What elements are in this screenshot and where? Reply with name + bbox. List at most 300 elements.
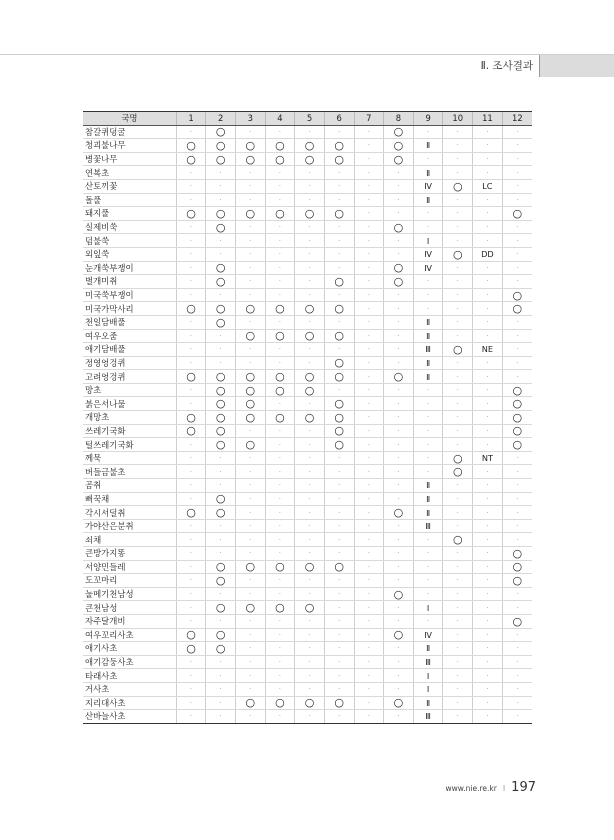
- table-header-row: [83, 112, 532, 126]
- empty-cell: ·: [473, 533, 503, 547]
- species-name: 버들금불초: [83, 465, 176, 479]
- presence-mark: ○: [265, 560, 295, 574]
- presence-mark: ○: [176, 302, 206, 316]
- empty-cell: ·: [295, 533, 325, 547]
- empty-cell: ·: [265, 220, 295, 234]
- empty-cell: ·: [384, 574, 414, 588]
- empty-cell: ·: [502, 275, 532, 289]
- empty-cell: ·: [473, 547, 503, 561]
- table-row: [83, 329, 532, 343]
- empty-cell: ·: [443, 166, 473, 180]
- column-header-5: 5: [295, 112, 325, 126]
- species-name: 청괴불나무: [83, 139, 176, 153]
- empty-cell: ·: [324, 479, 354, 493]
- empty-cell: ·: [384, 479, 414, 493]
- empty-cell: ·: [443, 438, 473, 452]
- empty-cell: ·: [324, 125, 354, 139]
- presence-mark: ○: [176, 411, 206, 425]
- empty-cell: ·: [235, 574, 265, 588]
- empty-cell: ·: [324, 193, 354, 207]
- table-row: [83, 506, 532, 520]
- empty-cell: ·: [384, 642, 414, 656]
- table-row: [83, 424, 532, 438]
- empty-cell: ·: [295, 438, 325, 452]
- empty-cell: ·: [354, 696, 384, 710]
- empty-cell: ·: [443, 560, 473, 574]
- empty-cell: ·: [206, 696, 236, 710]
- empty-cell: ·: [384, 519, 414, 533]
- empty-cell: ·: [354, 302, 384, 316]
- empty-cell: ·: [324, 343, 354, 357]
- empty-cell: ·: [324, 642, 354, 656]
- value-cell: Ⅰ: [413, 682, 443, 696]
- column-header-10: 10: [443, 112, 473, 126]
- table-row: [83, 560, 532, 574]
- table-row: [83, 152, 532, 166]
- presence-mark: ○: [235, 560, 265, 574]
- species-name: 개망초: [83, 411, 176, 425]
- presence-mark: ○: [206, 574, 236, 588]
- empty-cell: ·: [354, 710, 384, 724]
- empty-cell: ·: [473, 519, 503, 533]
- presence-mark: ○: [384, 139, 414, 153]
- empty-cell: ·: [235, 275, 265, 289]
- empty-cell: ·: [384, 424, 414, 438]
- empty-cell: ·: [295, 179, 325, 193]
- species-name: 여우오줌: [83, 329, 176, 343]
- presence-mark: ○: [265, 329, 295, 343]
- empty-cell: ·: [265, 424, 295, 438]
- presence-mark: ○: [206, 397, 236, 411]
- empty-cell: ·: [324, 247, 354, 261]
- species-name: 가야산은분취: [83, 519, 176, 533]
- empty-cell: ·: [176, 166, 206, 180]
- empty-cell: ·: [265, 479, 295, 493]
- empty-cell: ·: [443, 275, 473, 289]
- empty-cell: ·: [384, 451, 414, 465]
- empty-cell: ·: [502, 492, 532, 506]
- empty-cell: ·: [413, 465, 443, 479]
- value-cell: Ⅱ: [413, 315, 443, 329]
- empty-cell: ·: [354, 492, 384, 506]
- footer-separator: I: [502, 784, 506, 793]
- empty-cell: ·: [354, 166, 384, 180]
- empty-cell: ·: [473, 302, 503, 316]
- empty-cell: ·: [443, 315, 473, 329]
- species-name: 타래사초: [83, 669, 176, 683]
- empty-cell: ·: [384, 288, 414, 302]
- value-cell: NT: [473, 451, 503, 465]
- table-row: [83, 587, 532, 601]
- empty-cell: ·: [235, 614, 265, 628]
- empty-cell: ·: [295, 125, 325, 139]
- empty-cell: ·: [206, 356, 236, 370]
- presence-mark: ○: [206, 261, 236, 275]
- species-name: 참갈퀴덩굴: [83, 125, 176, 139]
- empty-cell: ·: [295, 587, 325, 601]
- empty-cell: ·: [324, 628, 354, 642]
- presence-mark: ○: [206, 383, 236, 397]
- empty-cell: ·: [354, 465, 384, 479]
- presence-mark: ○: [235, 139, 265, 153]
- empty-cell: ·: [502, 139, 532, 153]
- empty-cell: ·: [295, 642, 325, 656]
- empty-cell: ·: [384, 560, 414, 574]
- empty-cell: ·: [473, 193, 503, 207]
- empty-cell: ·: [176, 655, 206, 669]
- presence-mark: ○: [384, 628, 414, 642]
- presence-mark: ○: [265, 152, 295, 166]
- empty-cell: ·: [413, 220, 443, 234]
- empty-cell: ·: [324, 220, 354, 234]
- presence-mark: ○: [176, 152, 206, 166]
- presence-mark: ○: [324, 696, 354, 710]
- section-header: [481, 55, 614, 77]
- species-name: 덤불쑥: [83, 234, 176, 248]
- empty-cell: ·: [265, 356, 295, 370]
- empty-cell: ·: [443, 152, 473, 166]
- column-header-1: 1: [176, 112, 206, 126]
- empty-cell: ·: [176, 343, 206, 357]
- empty-cell: ·: [443, 411, 473, 425]
- column-header-12: 12: [502, 112, 532, 126]
- empty-cell: ·: [295, 710, 325, 724]
- empty-cell: ·: [413, 275, 443, 289]
- empty-cell: ·: [502, 451, 532, 465]
- presence-mark: ○: [235, 329, 265, 343]
- empty-cell: ·: [502, 696, 532, 710]
- empty-cell: ·: [502, 166, 532, 180]
- value-cell: Ⅰ: [413, 601, 443, 615]
- value-cell: Ⅱ: [413, 492, 443, 506]
- presence-mark: ○: [206, 560, 236, 574]
- empty-cell: ·: [324, 655, 354, 669]
- footer-url: www.nie.re.kr: [445, 784, 497, 793]
- table-row: [83, 601, 532, 615]
- empty-cell: ·: [206, 682, 236, 696]
- presence-mark: ○: [295, 152, 325, 166]
- empty-cell: ·: [443, 614, 473, 628]
- empty-cell: ·: [235, 356, 265, 370]
- empty-cell: ·: [384, 397, 414, 411]
- empty-cell: ·: [206, 710, 236, 724]
- table-row: [83, 343, 532, 357]
- presence-mark: ○: [502, 383, 532, 397]
- presence-mark: ○: [324, 397, 354, 411]
- value-cell: Ⅳ: [413, 247, 443, 261]
- presence-mark: ○: [235, 370, 265, 384]
- empty-cell: ·: [413, 207, 443, 221]
- presence-mark: ○: [295, 207, 325, 221]
- empty-cell: ·: [354, 519, 384, 533]
- presence-mark: ○: [295, 383, 325, 397]
- empty-cell: ·: [235, 315, 265, 329]
- empty-cell: ·: [473, 479, 503, 493]
- empty-cell: ·: [265, 166, 295, 180]
- empty-cell: ·: [473, 682, 503, 696]
- empty-cell: ·: [354, 506, 384, 520]
- column-header-4: 4: [265, 112, 295, 126]
- value-cell: Ⅱ: [413, 139, 443, 153]
- table-row: [83, 302, 532, 316]
- empty-cell: ·: [354, 479, 384, 493]
- empty-cell: ·: [235, 465, 265, 479]
- empty-cell: ·: [413, 125, 443, 139]
- empty-cell: ·: [324, 601, 354, 615]
- empty-cell: ·: [206, 587, 236, 601]
- empty-cell: ·: [235, 492, 265, 506]
- empty-cell: ·: [443, 397, 473, 411]
- species-name: 벌개미취: [83, 275, 176, 289]
- empty-cell: ·: [443, 506, 473, 520]
- empty-cell: ·: [295, 424, 325, 438]
- empty-cell: ·: [295, 315, 325, 329]
- presence-mark: ○: [206, 302, 236, 316]
- empty-cell: ·: [206, 329, 236, 343]
- empty-cell: ·: [384, 655, 414, 669]
- empty-cell: ·: [473, 261, 503, 275]
- presence-mark: ○: [176, 642, 206, 656]
- presence-mark: ○: [176, 207, 206, 221]
- empty-cell: ·: [443, 655, 473, 669]
- species-name: 큰방가지똥: [83, 547, 176, 561]
- empty-cell: ·: [235, 193, 265, 207]
- presence-mark: ○: [295, 601, 325, 615]
- empty-cell: ·: [324, 492, 354, 506]
- table-body: [83, 125, 532, 723]
- empty-cell: ·: [384, 533, 414, 547]
- empty-cell: ·: [324, 234, 354, 248]
- value-cell: Ⅱ: [413, 356, 443, 370]
- empty-cell: ·: [473, 669, 503, 683]
- species-table: [83, 111, 532, 724]
- value-cell: NE: [473, 343, 503, 357]
- empty-cell: ·: [502, 370, 532, 384]
- empty-cell: ·: [413, 302, 443, 316]
- empty-cell: ·: [295, 261, 325, 275]
- empty-cell: ·: [265, 465, 295, 479]
- empty-cell: ·: [324, 682, 354, 696]
- presence-mark: ○: [235, 152, 265, 166]
- empty-cell: ·: [443, 261, 473, 275]
- presence-mark: ○: [206, 628, 236, 642]
- empty-cell: ·: [324, 166, 354, 180]
- presence-mark: ○: [384, 506, 414, 520]
- empty-cell: ·: [265, 655, 295, 669]
- empty-cell: ·: [176, 315, 206, 329]
- empty-cell: ·: [265, 587, 295, 601]
- value-cell: Ⅱ: [413, 166, 443, 180]
- empty-cell: ·: [295, 506, 325, 520]
- empty-cell: ·: [384, 329, 414, 343]
- species-name: 붉은서나물: [83, 397, 176, 411]
- table-row: [83, 465, 532, 479]
- presence-mark: ○: [502, 574, 532, 588]
- empty-cell: ·: [502, 642, 532, 656]
- empty-cell: ·: [265, 614, 295, 628]
- species-name: 병꽃나무: [83, 152, 176, 166]
- empty-cell: ·: [473, 166, 503, 180]
- empty-cell: ·: [176, 247, 206, 261]
- table-row: [83, 275, 532, 289]
- empty-cell: ·: [235, 288, 265, 302]
- empty-cell: ·: [295, 220, 325, 234]
- empty-cell: ·: [354, 247, 384, 261]
- species-name: 돌풀: [83, 193, 176, 207]
- empty-cell: ·: [473, 601, 503, 615]
- species-name: 털쓰레기국화: [83, 438, 176, 452]
- empty-cell: ·: [502, 179, 532, 193]
- empty-cell: ·: [235, 669, 265, 683]
- table-row: [83, 479, 532, 493]
- table-row: [83, 356, 532, 370]
- empty-cell: ·: [176, 587, 206, 601]
- presence-mark: ○: [443, 247, 473, 261]
- table-row: [83, 397, 532, 411]
- table-row: [83, 411, 532, 425]
- empty-cell: ·: [354, 655, 384, 669]
- empty-cell: ·: [206, 451, 236, 465]
- presence-mark: ○: [502, 397, 532, 411]
- empty-cell: ·: [354, 547, 384, 561]
- empty-cell: ·: [354, 601, 384, 615]
- table-row: [83, 220, 532, 234]
- empty-cell: ·: [473, 275, 503, 289]
- empty-cell: ·: [473, 234, 503, 248]
- column-header-9: 9: [413, 112, 443, 126]
- empty-cell: ·: [176, 682, 206, 696]
- presence-mark: ○: [206, 642, 236, 656]
- species-name: 쇠채: [83, 533, 176, 547]
- table-row: [83, 125, 532, 139]
- value-cell: Ⅳ: [413, 628, 443, 642]
- empty-cell: ·: [354, 669, 384, 683]
- column-header-name: 국명: [83, 112, 176, 126]
- empty-cell: ·: [295, 655, 325, 669]
- empty-cell: ·: [443, 710, 473, 724]
- empty-cell: ·: [235, 179, 265, 193]
- empty-cell: ·: [473, 315, 503, 329]
- empty-cell: ·: [413, 383, 443, 397]
- species-name: 도꼬마리: [83, 574, 176, 588]
- empty-cell: ·: [235, 682, 265, 696]
- empty-cell: ·: [473, 411, 503, 425]
- presence-mark: ○: [206, 207, 236, 221]
- species-name: 정영엉겅퀴: [83, 356, 176, 370]
- value-cell: Ⅱ: [413, 642, 443, 656]
- empty-cell: ·: [502, 519, 532, 533]
- presence-mark: ○: [324, 302, 354, 316]
- empty-cell: ·: [265, 247, 295, 261]
- empty-cell: ·: [235, 220, 265, 234]
- empty-cell: ·: [265, 547, 295, 561]
- empty-cell: ·: [354, 179, 384, 193]
- empty-cell: ·: [354, 275, 384, 289]
- empty-cell: ·: [502, 234, 532, 248]
- empty-cell: ·: [176, 492, 206, 506]
- empty-cell: ·: [473, 125, 503, 139]
- empty-cell: ·: [443, 288, 473, 302]
- presence-mark: ○: [384, 696, 414, 710]
- table-row: [83, 370, 532, 384]
- value-cell: Ⅱ: [413, 479, 443, 493]
- empty-cell: ·: [502, 506, 532, 520]
- empty-cell: ·: [384, 465, 414, 479]
- empty-cell: ·: [354, 628, 384, 642]
- table-row: [83, 669, 532, 683]
- empty-cell: ·: [206, 179, 236, 193]
- empty-cell: ·: [295, 492, 325, 506]
- empty-cell: ·: [473, 438, 503, 452]
- empty-cell: ·: [324, 383, 354, 397]
- empty-cell: ·: [324, 465, 354, 479]
- table-row: [83, 139, 532, 153]
- empty-cell: ·: [413, 451, 443, 465]
- table-row: [83, 519, 532, 533]
- empty-cell: ·: [265, 519, 295, 533]
- empty-cell: ·: [502, 247, 532, 261]
- presence-mark: ○: [324, 411, 354, 425]
- empty-cell: ·: [384, 669, 414, 683]
- empty-cell: ·: [473, 356, 503, 370]
- empty-cell: ·: [235, 519, 265, 533]
- species-name: 서양민들레: [83, 560, 176, 574]
- empty-cell: ·: [235, 628, 265, 642]
- empty-cell: ·: [473, 207, 503, 221]
- presence-mark: ○: [502, 207, 532, 221]
- species-name: 자주달개비: [83, 614, 176, 628]
- presence-mark: ○: [176, 139, 206, 153]
- table-row: [83, 642, 532, 656]
- empty-cell: ·: [206, 247, 236, 261]
- empty-cell: ·: [413, 424, 443, 438]
- empty-cell: ·: [473, 139, 503, 153]
- empty-cell: ·: [443, 125, 473, 139]
- table-row: [83, 628, 532, 642]
- value-cell: LC: [473, 179, 503, 193]
- presence-mark: ○: [265, 139, 295, 153]
- empty-cell: ·: [473, 370, 503, 384]
- empty-cell: ·: [235, 479, 265, 493]
- presence-mark: ○: [206, 125, 236, 139]
- empty-cell: ·: [206, 166, 236, 180]
- empty-cell: ·: [265, 669, 295, 683]
- empty-cell: ·: [206, 193, 236, 207]
- empty-cell: ·: [443, 207, 473, 221]
- value-cell: Ⅲ: [413, 343, 443, 357]
- presence-mark: ○: [265, 696, 295, 710]
- value-cell: Ⅲ: [413, 519, 443, 533]
- empty-cell: ·: [384, 601, 414, 615]
- species-name: 미국쑥부쟁이: [83, 288, 176, 302]
- presence-mark: ○: [384, 152, 414, 166]
- empty-cell: ·: [502, 193, 532, 207]
- presence-mark: ○: [502, 302, 532, 316]
- empty-cell: ·: [295, 479, 325, 493]
- empty-cell: ·: [384, 207, 414, 221]
- empty-cell: ·: [354, 424, 384, 438]
- empty-cell: ·: [206, 533, 236, 547]
- column-header-8: 8: [384, 112, 414, 126]
- species-name: 쓰레기국화: [83, 424, 176, 438]
- empty-cell: ·: [443, 370, 473, 384]
- empty-cell: ·: [354, 682, 384, 696]
- section-title: Ⅱ. 조사결과: [481, 55, 540, 77]
- table-row: [83, 193, 532, 207]
- column-header-2: 2: [206, 112, 236, 126]
- empty-cell: ·: [235, 424, 265, 438]
- empty-cell: ·: [206, 479, 236, 493]
